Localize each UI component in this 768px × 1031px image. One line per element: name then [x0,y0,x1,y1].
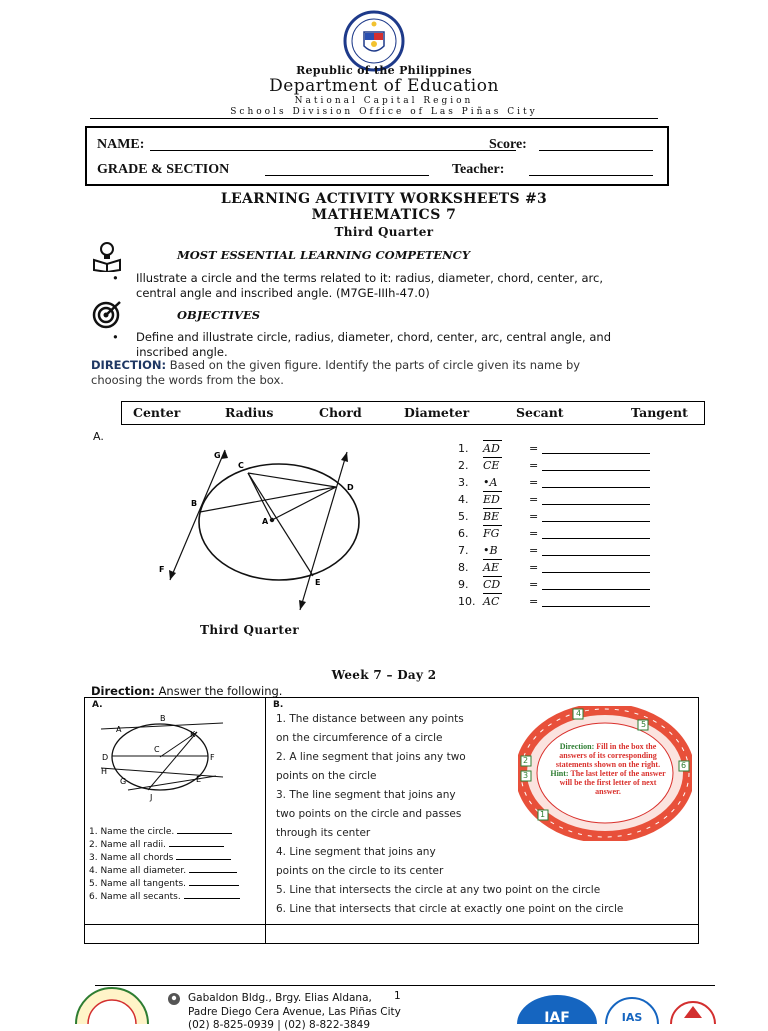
left-questions [89,826,240,904]
equals-sign: = [529,476,539,489]
objectives-text-2: inscribed angle. [136,345,228,359]
point-d-label: D [347,483,354,492]
teacher-label: Teacher: [452,162,505,177]
word-choice-box [121,401,705,425]
equals-sign: = [529,578,539,591]
footer-address-2: Padre Diego Cera Avenue, Las Piñas City [188,1006,401,1018]
direction-2-label: Direction: [91,684,155,698]
answer-blank[interactable] [189,885,239,886]
fig2-point-label: H [101,767,108,776]
answer-blank[interactable] [542,521,650,522]
direction-2-text: Answer the following. [158,684,283,698]
question-number: 5. [458,510,469,523]
left-question: 5. Name all tangents. [89,878,240,891]
statement-line: 1. The distance between any points [276,713,464,725]
statement-line: two points on the circle and passes [276,808,462,820]
puzzle-wheel [518,706,692,841]
puzzle-hint-text: The last letter of the answer will be the first letter of next answer. [559,769,666,796]
statement-line: points on the circle [276,770,377,782]
col-a-label: A. [92,700,103,710]
question-number: 4. [458,493,469,506]
question-symbol: •A [483,476,498,489]
question-symbol: ED [483,493,500,506]
header-divider [90,118,658,119]
puzzle-number: 1 [540,810,546,819]
word-diameter: Diameter [404,405,470,420]
student-info-box [85,126,669,186]
word-secant: Secant [516,405,564,420]
question-number: 1. [458,442,469,455]
answer-blank[interactable] [177,833,232,834]
fig2-point-label: K [190,730,196,739]
equals-sign: = [529,595,539,608]
left-question: 1. Name the circle. [89,826,240,839]
week-heading: Week 7 – Day 2 [331,668,437,682]
word-radius: Radius [225,405,274,420]
direction-label: DIRECTION: [91,358,167,372]
fig2-point-label: F [210,753,215,762]
answer-blank[interactable] [542,453,650,454]
question-number: 7. [458,544,469,557]
score-field[interactable] [539,140,653,151]
statement-line: through its center [276,827,371,839]
puzzle-direction-text: Fill in the box the answers of its corresponding statements shown on the right. [555,742,661,769]
statement-line: 6. Line that intersects that circle at exactly one point on the circle [276,903,624,915]
question-row [458,527,658,544]
equals-sign: = [529,544,539,557]
region-text: National Capital Region [294,96,474,106]
deped-seal-logo [338,10,410,72]
question-symbol: •B [483,544,498,557]
quarter-title: Third Quarter [334,225,434,239]
grade-section-field[interactable] [265,165,429,176]
competency-text-1: Illustrate a circle and the terms related to it: radius, diameter, chord, center, arc, [136,271,603,285]
point-f-label: F [159,565,165,574]
bullet-icon: • [112,271,119,285]
equals-sign: = [529,561,539,574]
division-text: Schools Division Office of Las Piñas City [230,107,538,117]
answer-blank[interactable] [542,572,650,573]
left-question: 2. Name all radii. [89,839,240,852]
puzzle-number: 5 [641,720,647,729]
statement-line: on the circumference of a circle [276,732,443,744]
page-number: 1 [394,990,401,1002]
answer-blank[interactable] [542,589,650,590]
table-divider [85,924,698,925]
target-icon [91,299,123,329]
fig2-point-label: G [120,777,127,786]
question-symbol: CD [483,578,501,591]
fig2-point-label: J [150,793,153,802]
answer-blank[interactable] [542,487,650,488]
equals-sign: = [529,527,539,540]
question-row [458,459,658,476]
answer-blank[interactable] [542,504,650,505]
puzzle-number: 4 [576,709,582,718]
competency-heading: MOST ESSENTIAL LEARNING COMPETENCY [177,248,471,262]
point-b-label: B [191,499,198,508]
name-label: NAME: [97,137,145,152]
question-number: 6. [458,527,469,540]
direction-body-1: Based on the given figure. Identify the parts of circle given its name by [169,358,581,372]
point-e-label: E [315,578,321,587]
word-chord: Chord [319,405,362,420]
question-row [458,595,658,612]
objectives-heading: OBJECTIVES [177,308,261,322]
iaf-logo [516,994,598,1024]
puzzle-number: 3 [523,771,529,780]
book-lightbulb-icon [92,240,122,272]
question-number: 8. [458,561,469,574]
worksheet-title: LEARNING ACTIVITY WORKSHEETS #3 [220,191,548,207]
teacher-field[interactable] [529,165,653,176]
republic-text: Republic of the Philippines [296,64,472,77]
direction-body-2: choosing the words from the box. [91,373,284,387]
direction-2 [91,684,282,698]
answer-blank[interactable] [542,555,650,556]
fig2-point-label: C [154,745,160,754]
answer-blank[interactable] [542,606,650,607]
puzzle-instructions [548,742,668,796]
equals-sign: = [529,510,539,523]
point-c-label: C [238,461,244,470]
footer-address-1: Gabaldon Bldg., Brgy. Elias Aldana, [188,992,372,1004]
question-number: 3. [458,476,469,489]
question-symbol: BE [483,510,499,523]
footer-divider [95,985,715,986]
fig2-point-label: B [160,714,166,723]
answer-blank[interactable] [542,538,650,539]
part-a-label: A. [93,430,104,443]
objectives-text-1: Define and illustrate circle, radius, diameter, chord, center, arc, central angle, and [136,330,611,344]
iaf-logo-text: IAF [544,1010,570,1024]
direction-text [91,358,681,388]
left-question: 6. Name all secants. [89,891,240,904]
left-question: 3. Name all chords [89,852,240,865]
point-a-label: A [262,517,269,526]
left-question: 4. Name all diameter. [89,865,240,878]
col-b-label: B. [273,700,284,710]
subject-title: MATHEMATICS 7 [311,207,457,223]
answer-blank[interactable] [189,872,237,873]
answer-blank[interactable] [184,898,240,899]
fig2-point-label: E [196,775,202,784]
statement-line: 5. Line that intersects the circle at any two point on the circle [276,884,601,896]
puzzle-number: 6 [681,761,687,770]
figure-caption: Third Quarter [200,623,300,637]
table-divider [265,698,266,943]
fig2-point-label: A [116,725,122,734]
statement-line: 2. A line segment that joins any two [276,751,466,763]
word-tangent: Tangent [631,405,688,420]
grade-section-label: GRADE & SECTION [97,162,230,177]
question-number: 10. [458,595,476,608]
question-symbol: AE [483,561,499,574]
ias-logo [604,996,660,1024]
answer-blank[interactable] [176,859,231,860]
word-center: Center [133,405,181,420]
statement-line: points on the circle to its center [276,865,444,877]
bullet-icon: • [112,330,119,344]
equals-sign: = [529,442,539,455]
score-label: Score: [489,137,527,152]
footer-phone: (02) 8-825-0939 | (02) 8-822-3849 [188,1019,371,1031]
answer-blank[interactable] [169,846,224,847]
department-title: Department of Education [269,76,499,96]
question-number: 2. [458,459,469,472]
question-symbol: AD [483,442,500,455]
puzzle-direction-label: Direction: [559,742,595,751]
statement-line: 4. Line segment that joins any [276,846,436,858]
circle-figure-2 [98,712,238,802]
fig2-point-label: D [102,753,109,762]
puzzle-number: 2 [523,756,529,765]
ias-logo-text: IAS [621,1011,643,1024]
statement-line: 3. The line segment that joins any [276,789,456,801]
name-field[interactable] [150,140,516,151]
certification-logo [670,998,716,1024]
puzzle-hint-label: Hint: [550,769,569,778]
answer-blank[interactable] [542,470,650,471]
point-g-label: G [214,451,221,460]
competency-text-2: central angle and inscribed angle. (M7GE-IIIh-47.0) [136,286,430,300]
question-number: 9. [458,578,469,591]
equals-sign: = [529,459,539,472]
question-symbol: AC [483,595,499,608]
equals-sign: = [529,493,539,506]
circle-figure-1 [150,440,380,620]
division-logo [72,986,152,1024]
question-symbol: FG [483,527,499,540]
location-pin-icon [166,992,182,1006]
question-symbol: CE [483,459,499,472]
